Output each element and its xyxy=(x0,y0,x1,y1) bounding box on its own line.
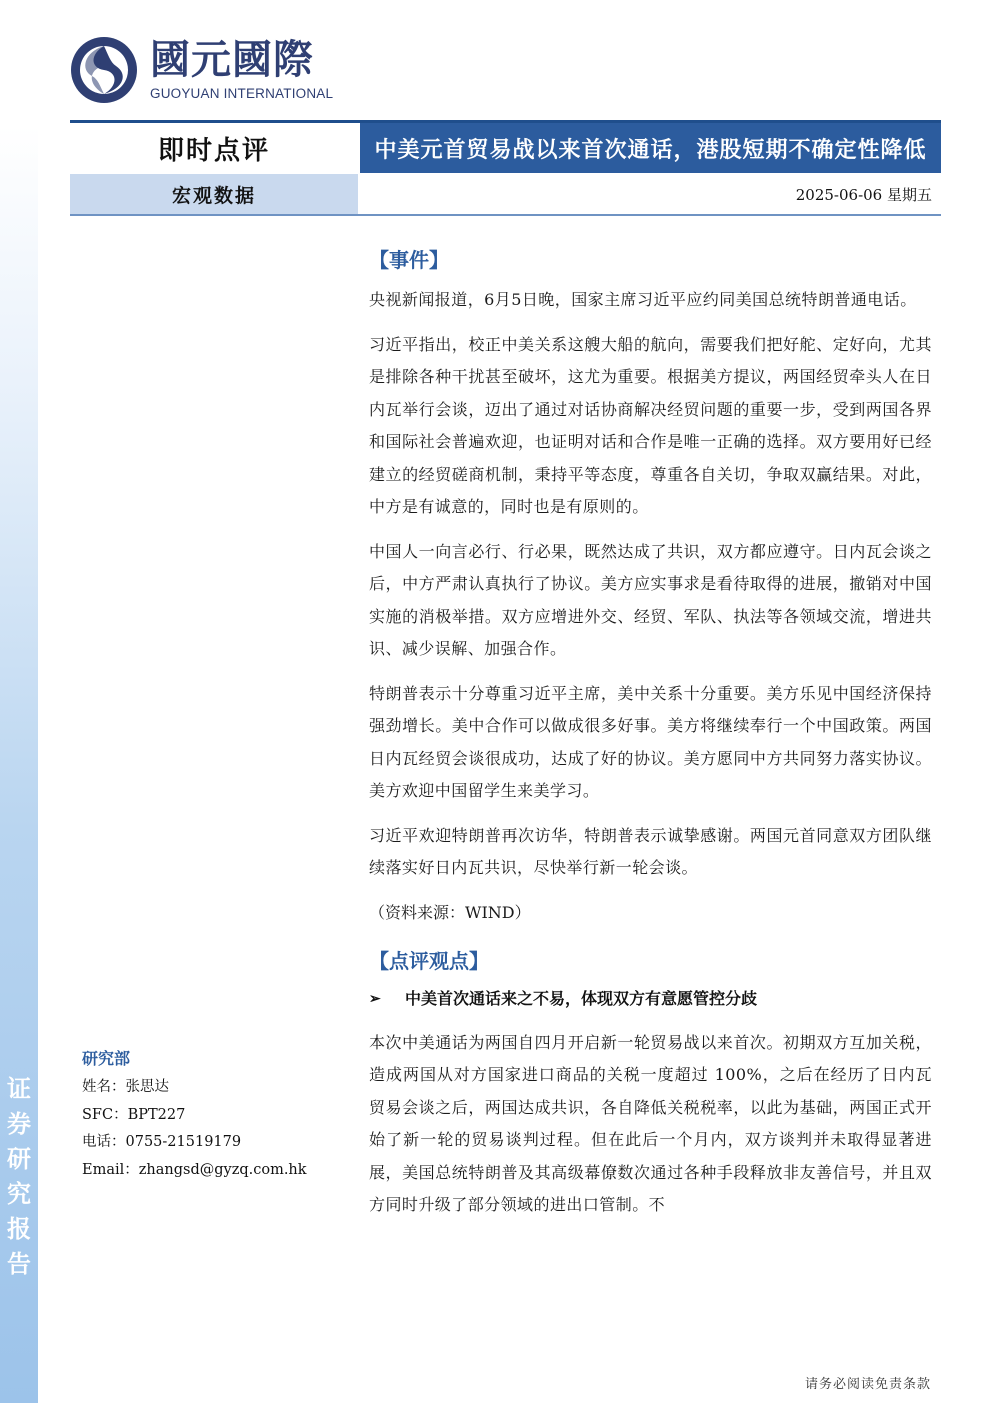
report-date: 2025-06-06 星期五 xyxy=(795,185,932,204)
report-title: 中美元首贸易战以来首次通话，港股短期不确定性降低 xyxy=(360,123,941,173)
report-category: 即时点评 xyxy=(157,135,270,166)
logo-name-cn: 國元國際 xyxy=(150,37,314,83)
analyst-info xyxy=(82,1074,307,1184)
commentary-bullet xyxy=(369,985,932,1013)
commentary-bullet-text: 中美首次通话来之不易，体现双方有意愿管控分歧 xyxy=(405,988,758,1008)
analyst-email: Email：zhangsd@gyzq.com.hk xyxy=(82,1161,307,1178)
analyst-phone: 电话：0755-21519179 xyxy=(82,1134,242,1150)
analyst-name: 姓名：张思达 xyxy=(82,1079,169,1095)
side-label-char: 报 xyxy=(7,1215,31,1243)
side-label-char: 研 xyxy=(7,1145,31,1173)
event-paragraph: 中国人一向言必行、行必果，既然达成了共识，双方都应遵守。日内瓦会谈之后，中方严肃认真执行了协议。美方应实事求是看待取得的进展，撤销对中国实施的消极举措。双方应增进外交、经贸、军队、执法等各领域交流，增进共识、减少误解、加强合作。 xyxy=(369,541,932,658)
logo-name-en: GUOYUAN INTERNATIONAL xyxy=(150,86,334,101)
side-label-char: 告 xyxy=(7,1250,31,1278)
disclaimer-note: 请务必阅读免责条款 xyxy=(805,1377,932,1392)
event-heading: 【事件】 xyxy=(369,248,449,272)
event-paragraph: 习近平指出，校正中美关系这艘大船的航向，需要我们把好舵、定好向，尤其是排除各种干扰甚至破坏，这尤为重要。根据美方提议，两国经贸牵头人在日内瓦举行会谈，迈出了通过对话协商解决经贸问题的重要一步，受到两国各界和国际社会普遍欢迎，也证明对话和合作是唯一正确的选择。双方要用好已经建立的经贸磋商机制，秉持平等态度，尊重各自关切，争取双赢结果。对此，中方是有诚意的，同时也是有原则的。 xyxy=(369,334,932,516)
subheader-rule xyxy=(70,214,941,216)
report-subcategory: 宏观数据 xyxy=(70,174,358,214)
commentary-heading: 【点评观点】 xyxy=(369,948,489,973)
logo-mark-icon xyxy=(68,34,140,106)
side-label-char: 证 xyxy=(7,1075,31,1103)
department-label: 研究部 xyxy=(82,1049,131,1068)
company-logo xyxy=(68,34,338,104)
side-label xyxy=(4,1072,34,1282)
event-paragraph: 习近平欢迎特朗普再次访华，特朗普表示诚挚感谢。两国元首同意双方团队继续落实好日内瓦共识，尽快举行新一轮会谈。 xyxy=(369,825,932,877)
side-label-char: 券 xyxy=(7,1110,31,1138)
arrow-bullet-icon: ➢ xyxy=(369,990,381,1007)
event-paragraph: 特朗普表示十分尊重习近平主席，美中关系十分重要。美方乐见中国经济保持强劲增长。美中合作可以做成很多好事。美方将继续奉行一个中国政策。两国日内瓦经贸会谈很成功，达成了好的协议。美方愿同中方共同努力落实协议。美方欢迎中国留学生来美学习。 xyxy=(369,683,932,800)
commentary-paragraph: 本次中美通话为两国自四月开启新一轮贸易战以来首次。初期双方互加关税，造成两国从对方国家进口商品的关税一度超过 100%，之后在经历了日内瓦贸易会谈之后，两国达成共识，各自降低关税税率，以此为基础，两国正式开始了新一轮的贸易谈判过程。但在此后一个月内，双方谈判并未取得显著进展，美国总统特朗普及其高级幕僚数次通过各种手段释放非友善信号，并且双方同时升级了部分领域的进出口管制。不 xyxy=(369,1032,932,1214)
data-source: （资料来源：WIND） xyxy=(369,902,531,922)
side-label-char: 究 xyxy=(7,1180,31,1208)
event-paragraph: 央视新闻报道，6月5日晚，国家主席习近平应约同美国总统特朗普通电话。 xyxy=(369,290,917,309)
main-content xyxy=(369,244,932,1234)
analyst-sfc: SFC：BPT227 xyxy=(82,1106,186,1123)
